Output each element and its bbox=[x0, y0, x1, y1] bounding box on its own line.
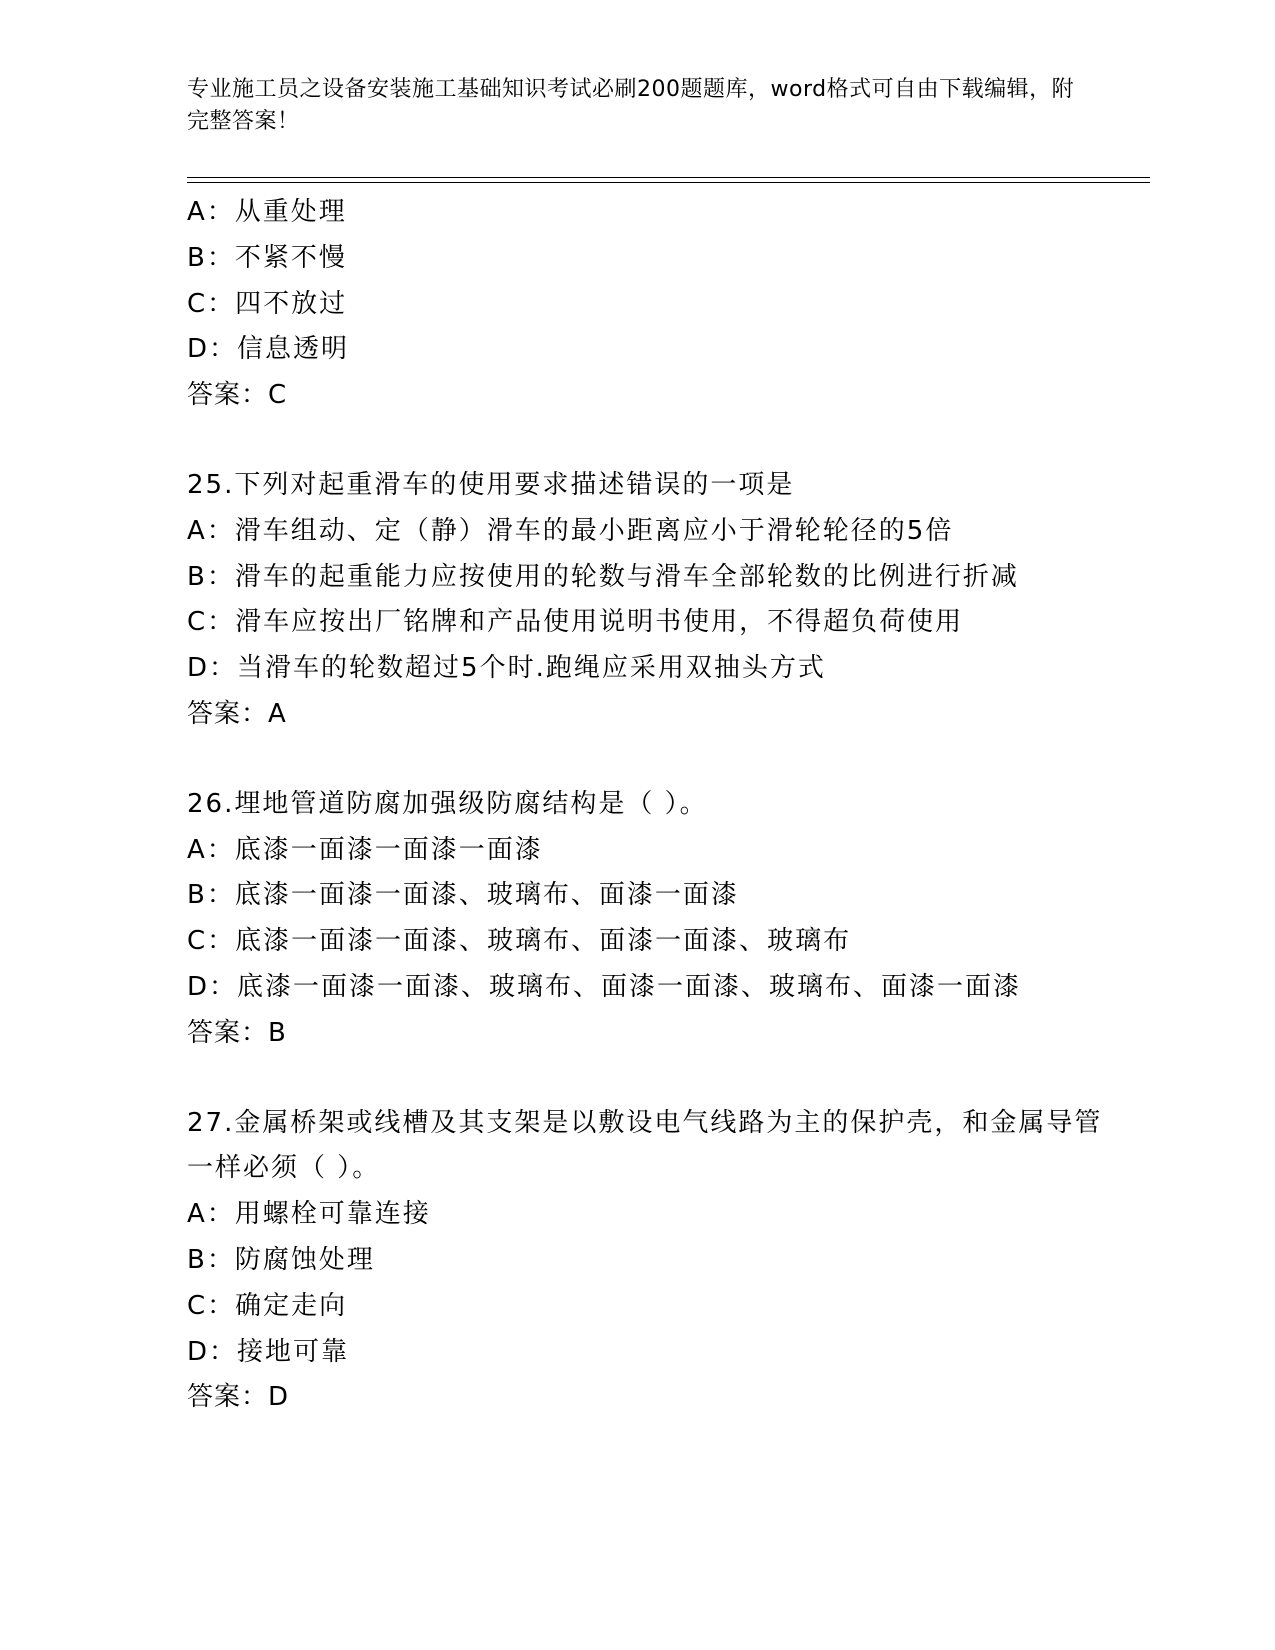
option-b: B：底漆一面漆一面漆、玻璃布、面漆一面漆 bbox=[187, 880, 739, 911]
header-rule-bottom bbox=[187, 182, 1150, 183]
question-27 bbox=[187, 1101, 1117, 1422]
question-26 bbox=[187, 782, 1117, 1057]
question-continued bbox=[187, 190, 1117, 419]
option-d: D：信息透明 bbox=[187, 334, 350, 365]
option-a: A：底漆一面漆一面漆一面漆 bbox=[187, 834, 543, 865]
option-c: C：确定走向 bbox=[187, 1290, 348, 1321]
question-list bbox=[187, 190, 1117, 1421]
option-d: D：接地可靠 bbox=[187, 1336, 350, 1367]
spacer bbox=[187, 738, 1117, 782]
answer: 答案：B bbox=[187, 1017, 287, 1048]
answer: 答案：D bbox=[187, 1382, 290, 1413]
question-text: 25.下列对起重滑车的使用要求描述错误的一项是 bbox=[187, 469, 795, 500]
option-c: C：滑车应按出厂铭牌和产品使用说明书使用，不得超负荷使用 bbox=[187, 607, 964, 638]
option-d: D：当滑车的轮数超过5个时.跑绳应采用双抽头方式 bbox=[187, 653, 826, 684]
spacer bbox=[187, 419, 1117, 463]
option-b: B：不紧不慢 bbox=[187, 242, 347, 273]
option-b: B：防腐蚀处理 bbox=[187, 1244, 375, 1275]
header-title: 专业施工员之设备安装施工基础知识考试必刷200题题库，word格式可自由下载编辑，附完整答案！ bbox=[187, 77, 1075, 134]
option-c: C：四不放过 bbox=[187, 288, 348, 319]
document-header bbox=[187, 74, 1087, 138]
question-text: 26.埋地管道防腐加强级防腐结构是（ ）。 bbox=[187, 788, 708, 819]
option-b: B：滑车的起重能力应按使用的轮数与滑车全部轮数的比例进行折减 bbox=[187, 561, 1019, 592]
question-text: 27.金属桥架或线槽及其支架是以敷设电气线路为主的保护壳，和金属导管一样必须（ ）。 bbox=[187, 1107, 1103, 1184]
option-c: C：底漆一面漆一面漆、玻璃布、面漆一面漆、玻璃布 bbox=[187, 926, 852, 957]
option-a: A：滑车组动、定（静）滑车的最小距离应小于滑轮轮径的5倍 bbox=[187, 515, 954, 546]
header-rule-top bbox=[187, 177, 1150, 178]
spacer bbox=[187, 1057, 1117, 1101]
answer: 答案：C bbox=[187, 380, 288, 411]
option-a: A：从重处理 bbox=[187, 197, 347, 227]
answer: 答案：A bbox=[187, 698, 287, 729]
option-a: A：用螺栓可靠连接 bbox=[187, 1199, 431, 1230]
option-d: D：底漆一面漆一面漆、玻璃布、面漆一面漆、玻璃布、面漆一面漆 bbox=[187, 971, 1022, 1002]
question-25 bbox=[187, 463, 1117, 738]
